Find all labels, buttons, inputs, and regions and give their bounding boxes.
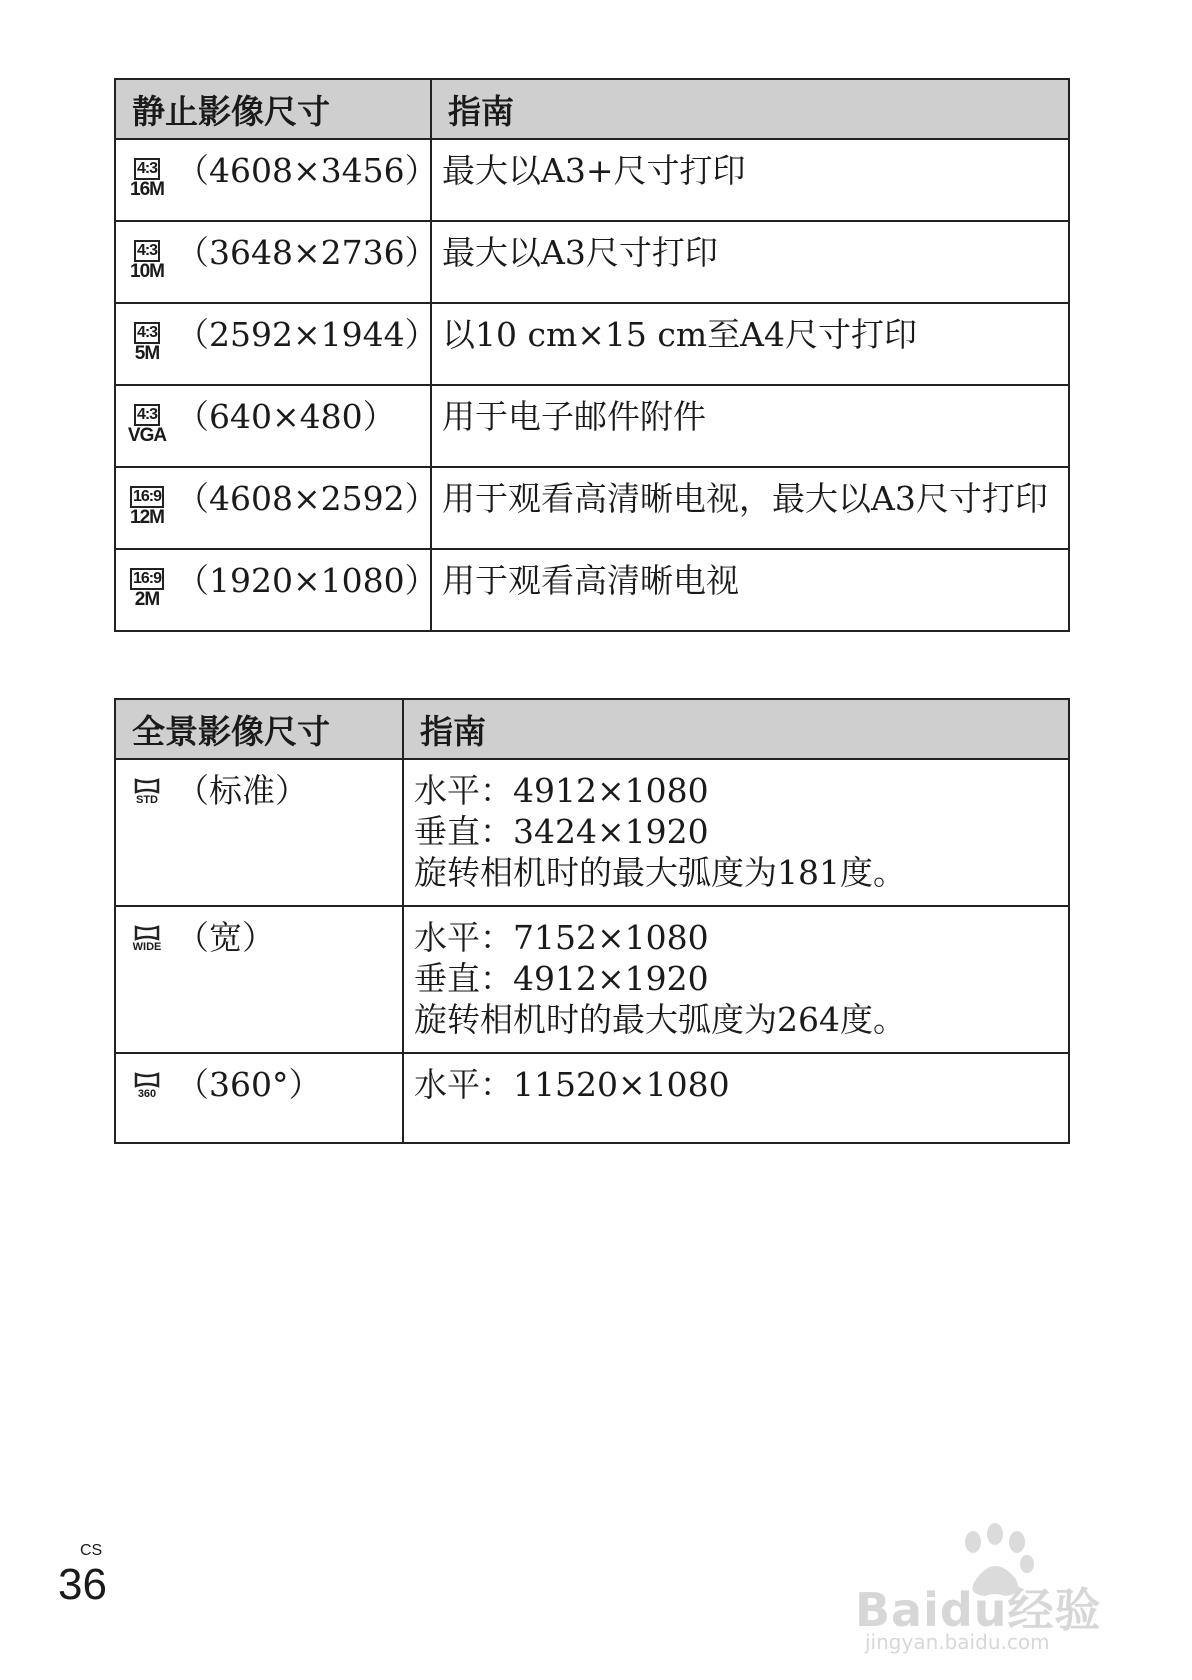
megapixel-label: 5M bbox=[134, 343, 160, 364]
guide-cell bbox=[403, 906, 1069, 1053]
panorama-icon bbox=[126, 778, 168, 806]
page-language-code: CS bbox=[80, 1542, 103, 1559]
aspect-ratio-label: 16:9 bbox=[130, 486, 164, 508]
table-header-row bbox=[115, 699, 1069, 759]
aspect-ratio-label: 4:3 bbox=[134, 240, 160, 262]
size-cell bbox=[115, 385, 431, 467]
guide-cell: 用于观看高清晰电视 bbox=[431, 549, 1069, 631]
pixel-dimensions: （3648×2736） bbox=[176, 233, 438, 272]
pixel-dimensions: （4608×2592） bbox=[176, 479, 438, 518]
guide-line: 水平：7152×1080 bbox=[414, 918, 709, 957]
watermark-url: jingyan.baidu.com bbox=[865, 1630, 1050, 1654]
guide-line: 垂直：3424×1920 bbox=[414, 812, 709, 851]
page-number: 36 bbox=[58, 1560, 107, 1609]
table-row bbox=[115, 759, 1069, 906]
guide-cell: 用于电子邮件附件 bbox=[431, 385, 1069, 467]
table-row bbox=[115, 1053, 1069, 1143]
panorama-size-table bbox=[114, 698, 1070, 1144]
size-cell bbox=[115, 221, 438, 303]
pixel-dimensions: （4608×3456） bbox=[176, 151, 438, 190]
panorama-size-name: （360°） bbox=[176, 1065, 322, 1104]
guide-line: 水平：4912×1080 bbox=[414, 771, 709, 810]
guide-cell: 以10 cm×15 cm至A4尺寸打印 bbox=[431, 303, 1069, 385]
panorama-mode-label: STD bbox=[136, 794, 158, 806]
table-row bbox=[115, 139, 1069, 221]
aspect-ratio-label: 4:3 bbox=[134, 158, 160, 180]
column-header-size: 静止影像尺寸 bbox=[115, 79, 431, 139]
guide-cell: 最大以A3尺寸打印 bbox=[431, 221, 1069, 303]
image-size-icon bbox=[126, 158, 168, 200]
size-cell bbox=[115, 139, 438, 221]
size-cell bbox=[115, 549, 438, 631]
megapixel-label: VGA bbox=[127, 425, 167, 446]
megapixel-label: 2M bbox=[134, 589, 160, 610]
guide-line: 旋转相机时的最大弧度为264度。 bbox=[414, 1000, 906, 1039]
image-size-icon bbox=[126, 240, 168, 282]
guide-cell bbox=[403, 759, 1069, 906]
panorama-icon bbox=[126, 925, 168, 953]
table-row bbox=[115, 906, 1069, 1053]
column-header-guide: 指南 bbox=[431, 79, 1069, 139]
pixel-dimensions: （640×480） bbox=[176, 397, 396, 436]
image-size-icon bbox=[126, 568, 168, 610]
panorama-size-name: （宽） bbox=[176, 918, 275, 957]
guide-line: 旋转相机时的最大弧度为181度。 bbox=[414, 853, 906, 892]
megapixel-label: 12M bbox=[130, 507, 164, 528]
column-header-guide: 指南 bbox=[403, 699, 1069, 759]
guide-cell bbox=[403, 1053, 1069, 1143]
table-header-row bbox=[115, 79, 1069, 139]
image-size-icon bbox=[126, 322, 168, 364]
panorama-size-name: （标准） bbox=[176, 771, 308, 810]
pixel-dimensions: （1920×1080） bbox=[176, 561, 438, 600]
size-cell bbox=[115, 759, 403, 906]
guide-line: 水平：11520×1080 bbox=[414, 1065, 730, 1104]
watermark-brand: Baidu经验 bbox=[855, 1583, 1102, 1637]
table-row bbox=[115, 303, 1069, 385]
size-cell bbox=[115, 467, 438, 549]
aspect-ratio-label: 16:9 bbox=[130, 568, 164, 590]
table-row bbox=[115, 549, 1069, 631]
image-size-icon bbox=[126, 486, 168, 528]
column-header-size: 全景影像尺寸 bbox=[115, 699, 403, 759]
table-row bbox=[115, 385, 1069, 467]
megapixel-label: 10M bbox=[130, 261, 164, 282]
megapixel-label: 16M bbox=[130, 179, 164, 200]
size-cell bbox=[115, 906, 403, 1053]
aspect-ratio-label: 4:3 bbox=[134, 322, 160, 344]
still-image-size-table bbox=[114, 78, 1070, 632]
guide-line: 垂直：4912×1920 bbox=[414, 959, 709, 998]
aspect-ratio-label: 4:3 bbox=[134, 404, 160, 426]
pixel-dimensions: （2592×1944） bbox=[176, 315, 438, 354]
table-row bbox=[115, 467, 1069, 549]
size-cell bbox=[115, 1053, 403, 1143]
guide-cell: 用于观看高清晰电视，最大以A3尺寸打印 bbox=[431, 467, 1069, 549]
panorama-mode-label: 360 bbox=[137, 1088, 157, 1100]
size-cell bbox=[115, 303, 438, 385]
panorama-mode-label: WIDE bbox=[132, 941, 162, 953]
table-row bbox=[115, 221, 1069, 303]
guide-cell: 最大以A3+尺寸打印 bbox=[431, 139, 1069, 221]
image-size-icon bbox=[126, 404, 168, 446]
panorama-icon bbox=[126, 1072, 168, 1100]
baidu-watermark bbox=[855, 1520, 1135, 1654]
